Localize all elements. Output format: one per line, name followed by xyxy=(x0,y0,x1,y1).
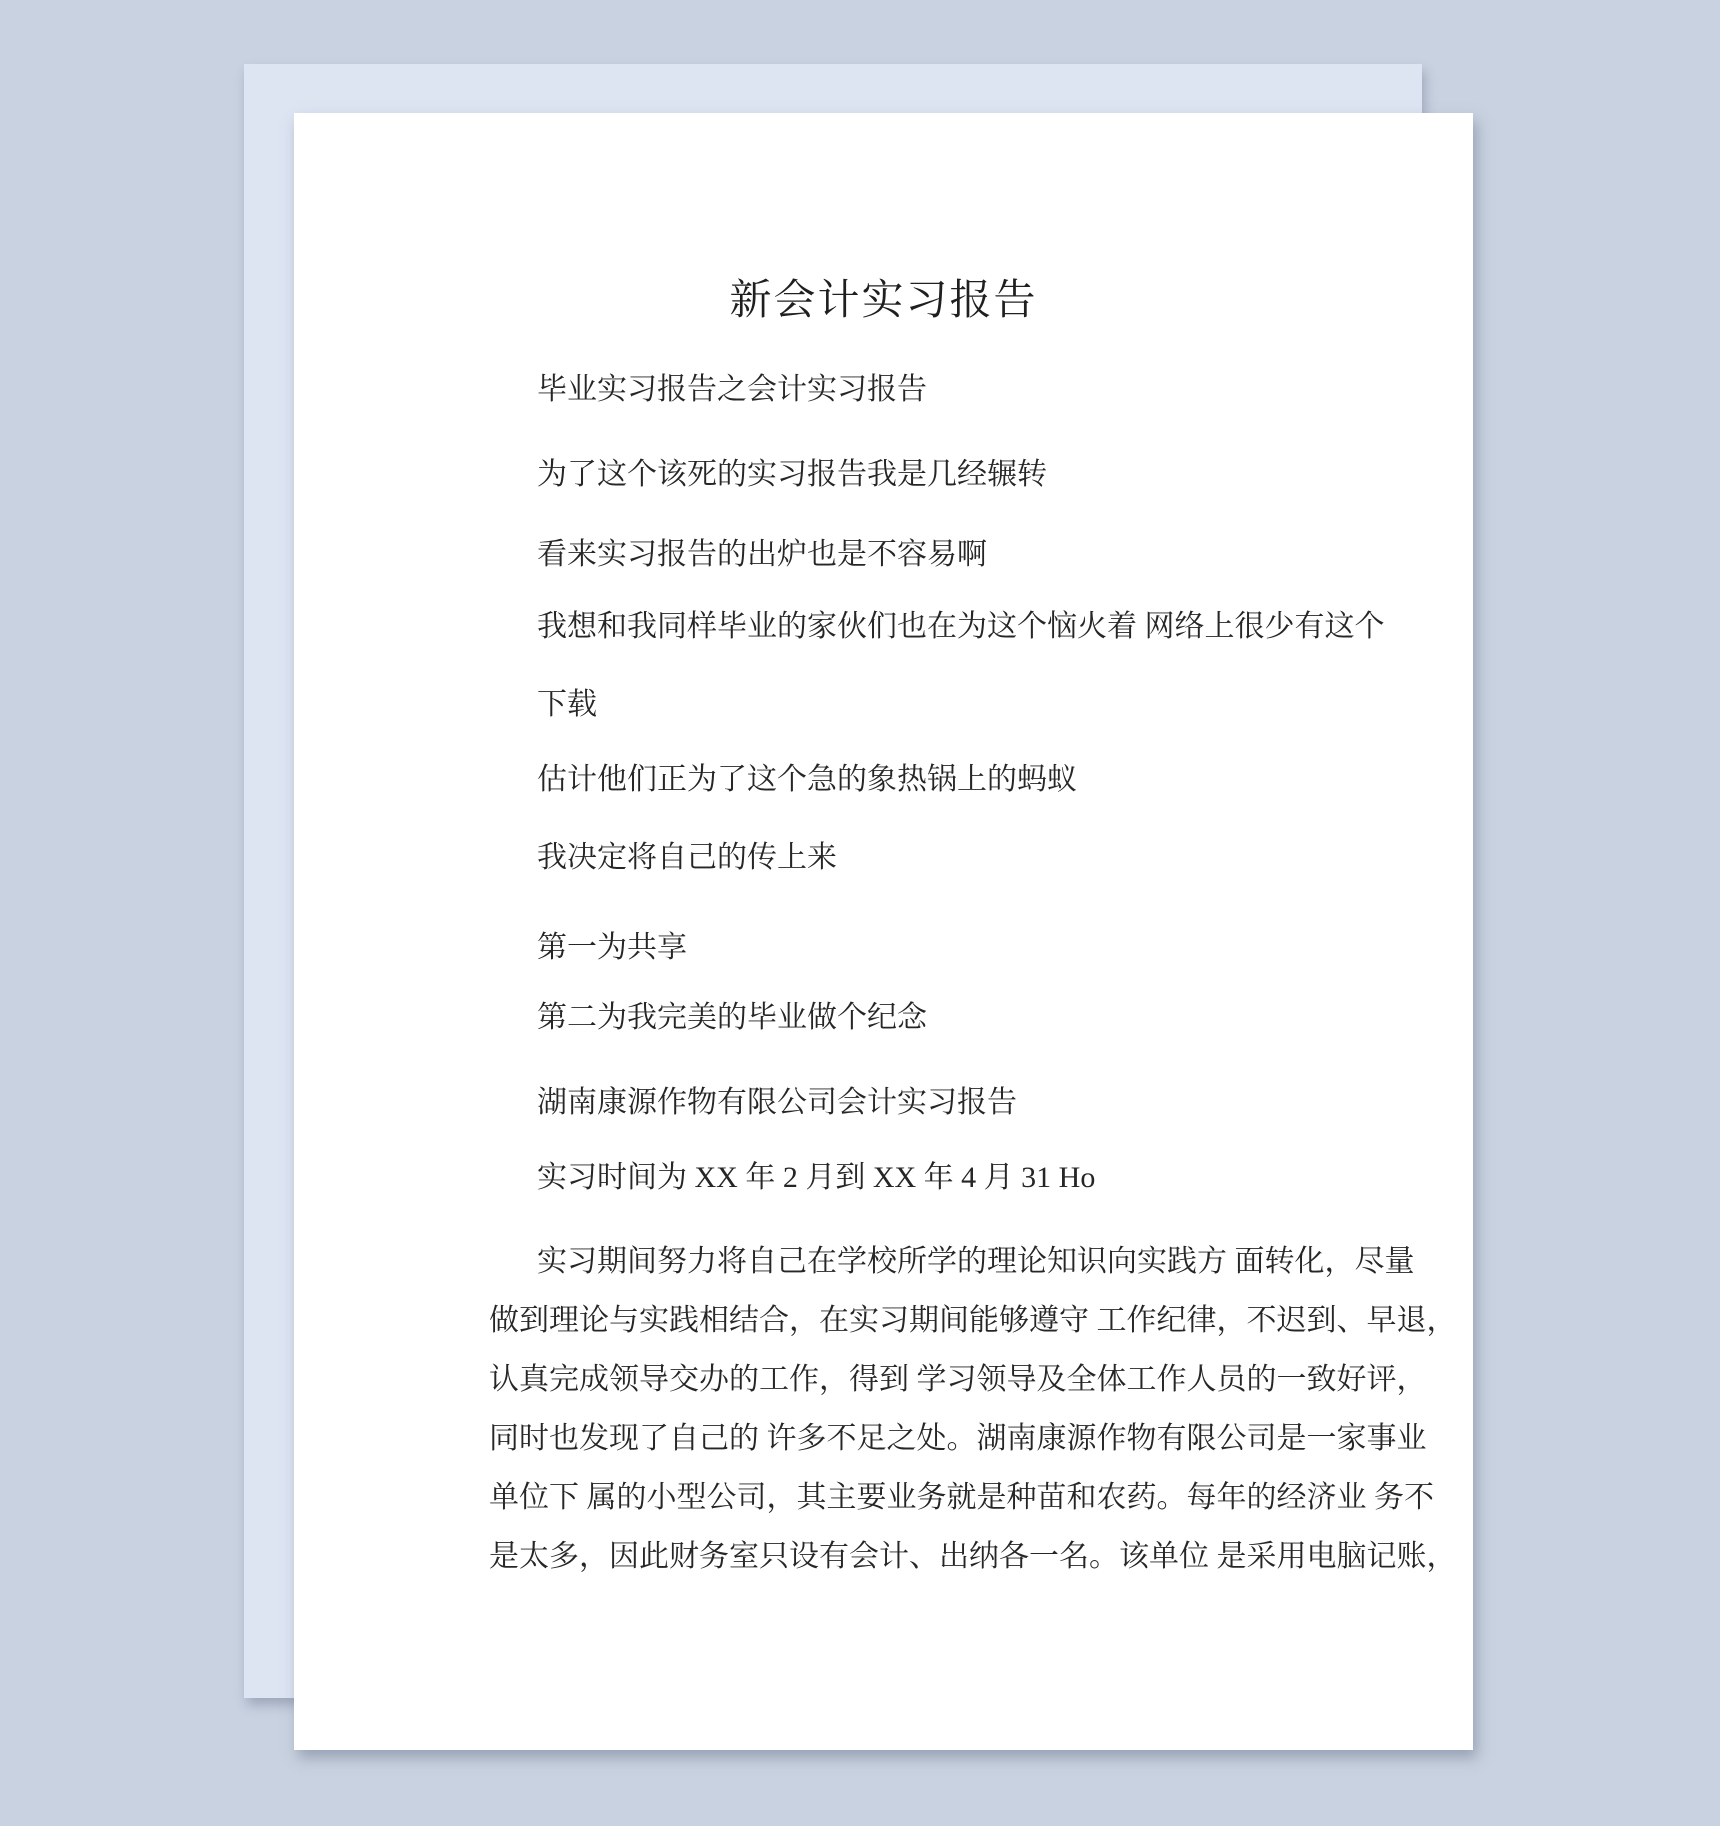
paragraph-line: 是太多，因此财务室只设有会计、出纳各一名。该单位 是采用电脑记账， xyxy=(489,1540,1457,1573)
front-page xyxy=(294,113,1473,1750)
paragraph-line: 实习期间努力将自己在学校所学的理论知识向实践方 面转化，尽量 xyxy=(537,1245,1415,1278)
paragraph-line: 认真完成领导交办的工作，得到 学习领导及全体工作人员的一致好评， xyxy=(489,1363,1427,1396)
doc-line: 估计他们正为了这个急的象热锅上的蚂蚁 xyxy=(537,763,1077,796)
doc-line: 实习时间为 XX 年 2 月到 XX 年 4 月 31 Ho xyxy=(537,1161,1096,1194)
paragraph-line: 做到理论与实践相结合，在实习期间能够遵守 工作纪律，不迟到、早退， xyxy=(489,1304,1457,1337)
doc-line: 看来实习报告的出炉也是不容易啊 xyxy=(537,538,987,571)
doc-line: 第一为共享 xyxy=(537,931,687,964)
doc-paragraph xyxy=(489,1232,1457,1586)
doc-line: 我想和我同样毕业的家伙们也在为这个恼火着 网络上很少有这个 xyxy=(537,610,1385,643)
doc-line: 为了这个该死的实习报告我是几经辗转 xyxy=(537,458,1047,491)
doc-line: 下载 xyxy=(537,688,597,721)
paragraph-line: 单位下 属的小型公司，其主要业务就是种苗和农药。每年的经济业 务不 xyxy=(489,1481,1434,1514)
document-title: 新会计实习报告 xyxy=(729,278,1038,324)
doc-line: 湖南康源作物有限公司会计实习报告 xyxy=(537,1086,1017,1119)
doc-line: 我决定将自己的传上来 xyxy=(537,841,837,874)
paragraph-line: 同时也发现了自己的 许多不足之处。湖南康源作物有限公司是一家事业 xyxy=(489,1422,1427,1455)
doc-line: 第二为我完美的毕业做个纪念 xyxy=(537,1001,927,1034)
doc-line: 毕业实习报告之会计实习报告 xyxy=(537,373,927,406)
